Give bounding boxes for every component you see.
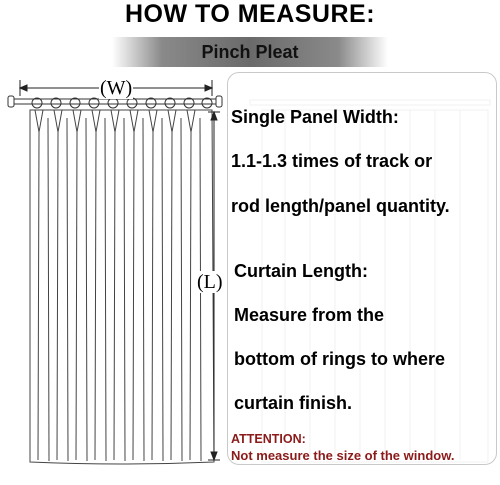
width-line-2: rod length/panel quantity. (231, 196, 450, 216)
attention-title: ATTENTION: (231, 432, 306, 446)
style-banner: Pinch Pleat (112, 37, 388, 67)
width-heading: Single Panel Width: (231, 107, 399, 127)
width-label: (W) (100, 77, 133, 99)
length-line-1: Measure from the (234, 305, 385, 325)
length-label: (L) (197, 271, 223, 293)
page-title: HOW TO MEASURE: (124, 0, 376, 28)
curtain-panel (30, 110, 214, 464)
length-heading: Curtain Length: (234, 261, 368, 281)
attention-body: Not measure the size of the window. (231, 448, 455, 463)
length-line-3: curtain finish. (234, 393, 353, 413)
width-line-1: 1.1-1.3 times of track or (231, 151, 433, 171)
length-line-2: bottom of rings to where (234, 349, 445, 369)
